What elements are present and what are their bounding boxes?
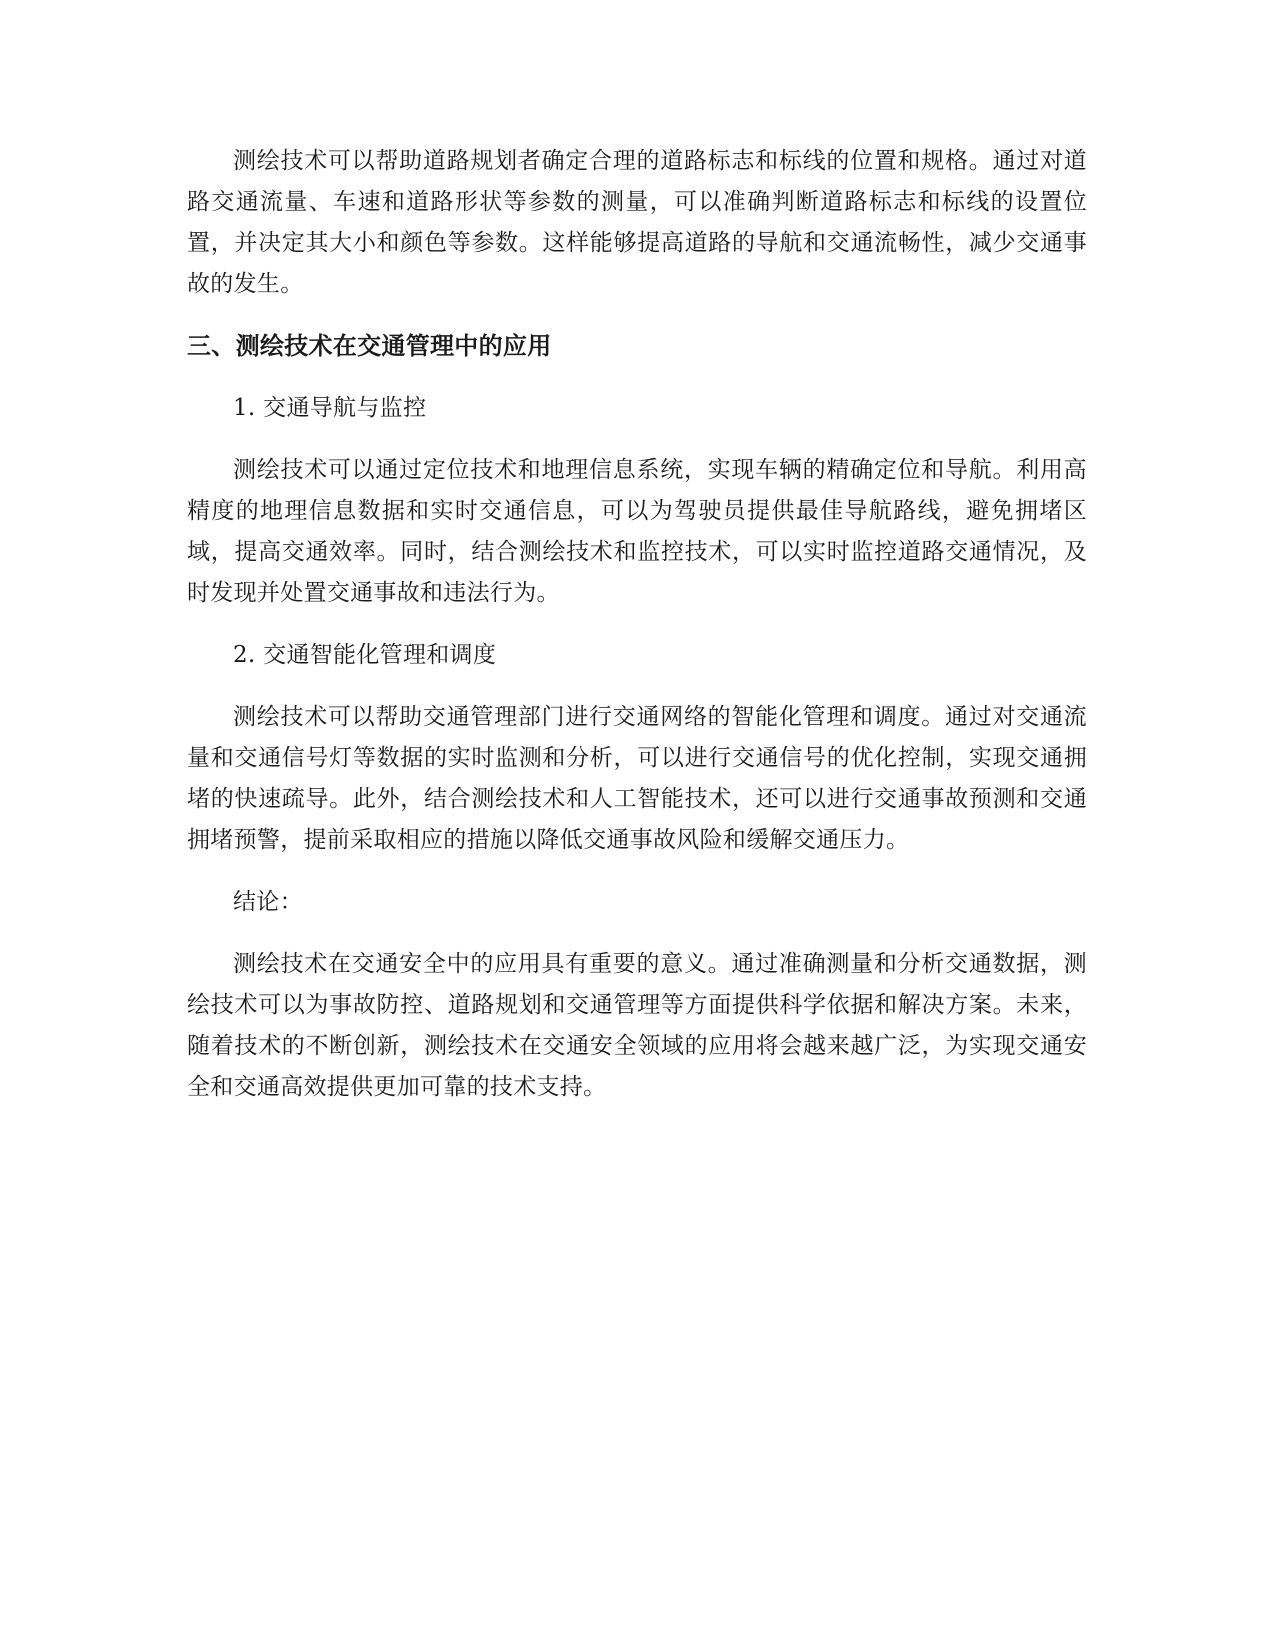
section-heading: 三、测绘技术在交通管理中的应用 [187, 332, 552, 360]
subsection-1-paragraph: 测绘技术可以通过定位技术和地理信息系统，实现车辆的精确定位和导航。利用高精度的地理信息数据和实时交通信息，可以为驾驶员提供最佳导航路线，避免拥堵区域，提高交通效率。同时，结合测绘技术和监控技术，可以实时监控道路交通情况，及时发现并处置交通事故和违法行为。 [187, 457, 1087, 606]
conclusion-label: 结论： [233, 889, 303, 915]
subsection-2-title: 2. 交通智能化管理和调度 [233, 642, 497, 668]
document-body [187, 141, 1087, 1129]
intro-paragraph: 测绘技术可以帮助道路规划者确定合理的道路标志和标线的位置和规格。通过对道路交通流量、车速和道路形状等参数的测量，可以准确判断道路标志和标线的设置位置，并决定其大小和颜色等参数。这样能够提高道路的导航和交通流畅性，减少交通事故的发生。 [187, 148, 1087, 297]
subsection-1-title: 1. 交通导航与监控 [233, 395, 427, 421]
conclusion-paragraph: 测绘技术在交通安全中的应用具有重要的意义。通过准确测量和分析交通数据，测绘技术可以为事故防控、道路规划和交通管理等方面提供科学依据和解决方案。未来，随着技术的不断创新，测绘技术在交通安全领域的应用将会越来越广泛，为实现交通安全和交通高效提供更加可靠的技术支持。 [187, 951, 1087, 1100]
subsection-2-paragraph: 测绘技术可以帮助交通管理部门进行交通网络的智能化管理和调度。通过对交通流量和交通信号灯等数据的实时监测和分析，可以进行交通信号的优化控制，实现交通拥堵的快速疏导。此外，结合测绘技术和人工智能技术，还可以进行交通事故预测和交通拥堵预警，提前采取相应的措施以降低交通事故风险和缓解交通压力。 [187, 704, 1087, 853]
